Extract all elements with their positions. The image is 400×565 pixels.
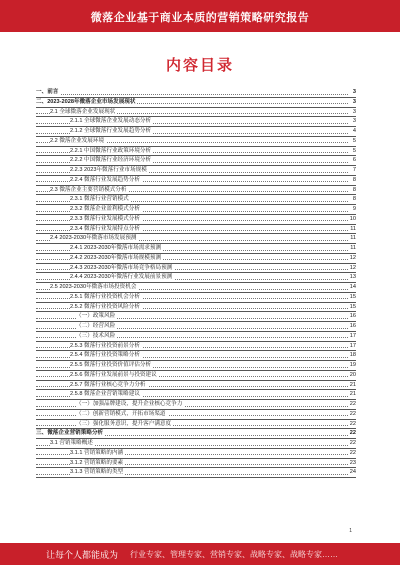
- toc-entry-page: 9: [352, 206, 356, 212]
- toc-entry-text: （二）经营风险: [76, 323, 116, 329]
- toc-entry-page: 24: [349, 469, 356, 476]
- toc-entry-text: 2.2.3 2023年微落行业市场规模: [70, 167, 147, 173]
- toc-entry-text: 2.2 微落企业发展环境: [50, 137, 105, 144]
- toc-entry[interactable]: [36, 88, 356, 98]
- toc-entry-page: 15: [349, 293, 356, 300]
- toc-entry-page: 8: [352, 186, 356, 193]
- toc-entry[interactable]: [36, 420, 356, 430]
- toc-entry-text: 3.1.1 营销策略的内涵: [70, 449, 124, 456]
- table-of-contents: [36, 88, 356, 478]
- toc-entry[interactable]: [36, 449, 356, 459]
- toc-entry-text: 3.1.2 营销策略的要素: [70, 459, 124, 466]
- toc-entry-page: 5: [352, 137, 356, 144]
- toc-entry[interactable]: [36, 468, 356, 478]
- toc-entry-page: 15: [349, 303, 356, 310]
- toc-entry-text: 2.2.2 中国微落行业经济环境分析: [70, 157, 152, 164]
- toc-entry-page: 16: [349, 323, 356, 329]
- toc-entry-page: 22: [349, 430, 356, 437]
- toc-entry[interactable]: [36, 156, 356, 166]
- toc-entry-text: 2.5.6 微落行业发展前景与投资建议: [70, 371, 157, 378]
- toc-entry-page: 18: [349, 352, 356, 359]
- toc-entry[interactable]: [36, 283, 356, 293]
- toc-entry-text: 2.3.1 微落行业营销模式: [70, 196, 129, 203]
- toc-entry-text: 2.5.1 微落行业投资机会分析: [70, 293, 140, 300]
- toc-entry-page: 23: [349, 459, 356, 466]
- toc-entry-text: 2.5.2 微落行业投资风险分析: [70, 303, 140, 310]
- toc-entry-page: 22: [349, 440, 356, 446]
- toc-entry[interactable]: [36, 215, 356, 225]
- toc-entry-page: 13: [349, 274, 356, 281]
- toc-entry[interactable]: [36, 137, 356, 147]
- toc-entry-page: 12: [349, 254, 356, 261]
- toc-entry-page: 3: [352, 89, 356, 95]
- toc-entry-text: 2.4 2023-2030年微落市场发展预测: [50, 235, 137, 242]
- toc-entry[interactable]: [36, 108, 356, 118]
- footer-slogan: 让每个人都能成为: [46, 550, 119, 560]
- toc-entry[interactable]: [36, 293, 356, 303]
- toc-entry-page: 12: [349, 264, 356, 271]
- toc-entry[interactable]: [36, 98, 356, 108]
- toc-entry-page: 11: [350, 225, 356, 232]
- toc-entry-page: 8: [352, 196, 356, 203]
- toc-entry-text: 2.3.2 微落企业盈利模式分析: [70, 206, 140, 212]
- toc-entry-page: 5: [352, 147, 356, 154]
- toc-entry-page: 19: [349, 362, 356, 368]
- toc-heading: 内容目录: [165, 57, 234, 74]
- toc-entry-text: 3.1 营销策略概述: [50, 440, 93, 446]
- toc-entry-page: 11: [350, 245, 356, 251]
- toc-entry-page: 10: [349, 215, 356, 222]
- toc-entry-text: 2.3 微落企业主要营销模式分析: [50, 186, 127, 193]
- toc-entry-text: 2.2.1 中国微落行业政策环境分析: [70, 147, 152, 154]
- top-banner: [0, 0, 400, 32]
- toc-entry-text: 2.1.1 全球微落企业发展动态分析: [70, 118, 152, 125]
- toc-entry-text: 2.5 2023-2030年微落市场投资机会: [50, 284, 137, 290]
- toc-entry[interactable]: [36, 205, 356, 215]
- toc-entry-page: 21: [349, 391, 356, 398]
- toc-entry[interactable]: [36, 195, 356, 205]
- toc-entry-page: 17: [349, 342, 356, 349]
- toc-entry-text: 2.5.5 微落行业投资价值评估分析: [70, 362, 152, 368]
- toc-entry[interactable]: [36, 332, 356, 342]
- toc-entry[interactable]: [36, 303, 356, 313]
- toc-entry-page: 3: [352, 98, 356, 105]
- toc-entry[interactable]: [36, 381, 356, 391]
- toc-entry[interactable]: [36, 254, 356, 264]
- toc-entry-text: 2.4.2 2023-2030年微落市场规模预测: [70, 254, 162, 261]
- toc-entry-text: 3.1.3 营销策略的类型: [70, 469, 124, 476]
- toc-entry-text: 三、微落企业营销策略分析: [36, 430, 104, 437]
- toc-entry[interactable]: [36, 459, 356, 469]
- toc-entry-text: 一、前言: [36, 89, 59, 95]
- toc-entry-page: 17: [349, 332, 356, 339]
- toc-entry-page: 21: [349, 381, 356, 388]
- toc-entry-page: 3: [352, 118, 356, 125]
- toc-entry-page: 22: [349, 401, 356, 407]
- toc-entry-text: （一）政策风险: [76, 313, 116, 320]
- toc-entry-page: 22: [349, 420, 356, 427]
- toc-entry-text: 2.5.8 微落企业营销策略建议: [70, 391, 140, 398]
- toc-entry-page: 14: [349, 284, 356, 290]
- toc-entry-text: 2.3.3 微落行业发展模式分析: [70, 215, 140, 222]
- toc-entry[interactable]: [36, 312, 356, 322]
- toc-entry[interactable]: [36, 371, 356, 381]
- toc-entry[interactable]: [36, 273, 356, 283]
- toc-entry-text: 2.5.3 微落行业投资前景分析: [70, 342, 140, 349]
- leader-dots: [36, 94, 348, 95]
- toc-entry-page: 7: [352, 167, 356, 173]
- toc-entry-page: 22: [349, 449, 356, 456]
- toc-entry[interactable]: [36, 264, 356, 274]
- toc-entry-text: 2.1.2 全球微落行业发展趋势分析: [70, 128, 152, 134]
- toc-entry-text: 2.4.1 2023-2030年微落市场需求预测: [70, 245, 162, 251]
- toc-entry-text: 2.5.4 微落行业投资策略分析: [70, 352, 140, 359]
- toc-entry[interactable]: [36, 234, 356, 244]
- toc-entry-page: 22: [349, 410, 356, 417]
- toc-entry[interactable]: [36, 429, 356, 439]
- toc-entry-page: 6: [352, 157, 356, 164]
- toc-entry-text: （三）强化服务意识，提升客户满意度: [76, 420, 172, 427]
- toc-entry[interactable]: [36, 400, 356, 410]
- toc-entry[interactable]: [36, 439, 356, 449]
- toc-entry-text: 二、2023-2028年微落企业市场发展现状: [36, 98, 136, 105]
- toc-entry-text: 2.4.4 2023-2030年微落行业发展前景预测: [70, 274, 173, 281]
- toc-entry[interactable]: [36, 117, 356, 127]
- toc-entry-page: 3: [352, 108, 356, 115]
- toc-entry[interactable]: [36, 322, 356, 332]
- toc-entry-text: （二）创新营销模式，开拓市场渠道: [76, 410, 166, 417]
- toc-entry-page: 11: [350, 235, 356, 242]
- toc-entry[interactable]: [36, 244, 356, 254]
- footer-roles: 行业专家、管理专家、营销专家、战略专家、战略专家……: [130, 550, 338, 559]
- toc-entry[interactable]: [36, 342, 356, 352]
- toc-entry-page: 20: [349, 371, 356, 378]
- toc-entry[interactable]: [36, 351, 356, 361]
- toc-entry[interactable]: [36, 147, 356, 157]
- toc-entry[interactable]: [36, 225, 356, 235]
- toc-entry-text: 2.1 全球微落企业发展现状: [50, 108, 116, 115]
- page-number: 1: [349, 528, 352, 534]
- toc-entry[interactable]: [36, 410, 356, 420]
- toc-entry-page: 8: [352, 176, 356, 183]
- report-title: 微落企业基于商业本质的营销策略研究报告: [90, 12, 310, 24]
- toc-entry[interactable]: [36, 361, 356, 371]
- bottom-banner: [0, 543, 400, 565]
- toc-entry-text: （三）技术风险: [76, 332, 116, 339]
- toc-entry-text: 2.4.3 2023-2030年微落市场竞争格局预测: [70, 264, 173, 271]
- toc-entry-text: （一）加强品牌建设，提升企业核心竞争力: [76, 401, 183, 407]
- toc-entry-page: 4: [352, 128, 356, 134]
- toc-entry-page: 16: [349, 313, 356, 320]
- toc-entry-text: 2.5.7 微落行业核心竞争力分析: [70, 381, 146, 388]
- toc-entry[interactable]: [36, 390, 356, 400]
- toc-entry[interactable]: [36, 166, 356, 176]
- toc-entry-text: 2.2.4 微落行业发展趋势分析: [70, 176, 140, 183]
- toc-entry-text: 2.3.4 微落行业发展特点分析: [70, 225, 140, 232]
- toc-entry[interactable]: [36, 127, 356, 137]
- toc-entry[interactable]: [36, 186, 356, 196]
- toc-entry[interactable]: [36, 176, 356, 186]
